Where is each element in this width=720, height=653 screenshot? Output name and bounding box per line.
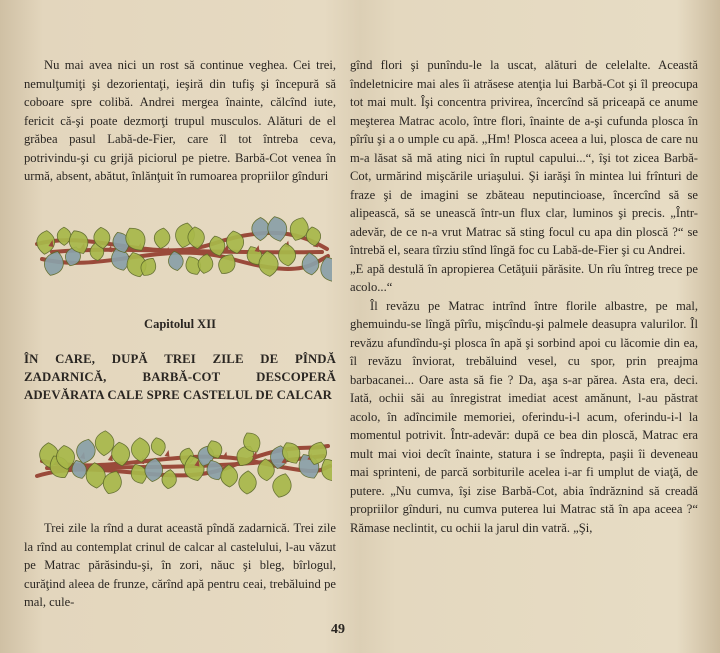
chapter-heading: ÎN CARE, DUPĂ TREI ZILE DE PÎNDĂ ZADARNICĂ, BARBĂ-COT DESCOPERĂ ADEVĂRATA CALE SPRE CASTELUL DE CALCAR bbox=[24, 352, 336, 402]
thorny-branch-icon bbox=[32, 416, 332, 511]
right-paragraph-3: Îl revăzu pe Matrac intrînd între florile albastre, pe mal, ghemuindu-se lîngă pîrîu, mişcîndu-şi palmele deasupra valurilor. Îl revăzu afundîndu-şi plosca în apă şi sorbind apoi cu lăcomie din ea, îl revăzu înviorat, trebăluind vesel, cu spor, prin preajma barbacanei... Oare asta să fie ? Da, aşa s-ar părea. Asta era, deci. Iată, ochii săi au înregistrat imediat acest amănunt, l-au păstrat acolo, în adîncimile memoriei, oferindu-i-l acum, oferindu-i-l la momentul potrivit. Într-adevăr: după ce bea din ploscă, Matrac era mult mai vioi decît înainte, statura i se îndrepta, paşii îi deveneau mai sprinteni, de parcă sorbiturile acelea i-ar fi umplut de viaţă, de putere. „Nu cumva, îşi zise Barbă-Cot, abia îndrăznind să creadă propriilor gînduri, nu cumva puterea lui Matrac stă în apa aceea ?“ Rămase neclintit, cu ochii la jarul din vatră. „Şi, bbox=[350, 298, 698, 535]
chapter-title: Capitolul XII bbox=[144, 317, 216, 331]
thorny-branch-icon bbox=[32, 204, 332, 299]
right-paragraph-2: „E apă destulă în apropierea Cetăţuii părăsite. Un rîu întreg trece pe acolo...“ bbox=[350, 261, 698, 294]
left-paragraph-bottom: Trei zile la rînd a durat această pîndă zadarnică. Trei zile la rînd au contemplat crinul de calcar al castelului, l-au văzut pe Matrac părăsindu-şi, în zori, năuc şi bleg, bîrlogul, curăţind aleea de frunze, cărînd apă pentru ceai, trebăluind pe mal, cule- bbox=[24, 521, 336, 609]
page-number: 49 bbox=[331, 622, 345, 637]
left-paragraph-top: Nu mai avea nici un rost să continue veghea. Cei trei, nemulţumiţi şi dezorientaţi, ieşiră din tufiş şi începură să coboare spre colibă. Andrei mergea înainte, călcînd iute, fericit că-şi poate dezmorţi trupul musculos. Alături de el grăbea pasul Labă-de-Fier, care îl tot întreba ceva, potrivindu-şi cu grijă piciorul pe pietre. Barbă-Cot venea în urmă, absent, abătut, înlănţuit în rumoarea propriilor gînduri bbox=[24, 58, 336, 183]
right-paragraph-1: gînd flori şi punîndu-le la uscat, alături de celelalte. Această îndeletnicire mai ales îi atrăsese atenţia lui Barbă-Cot şi îl preocupa tot mai mult. Îşi concentra privirea, încercînd să priceapă ce anume meşterea Matrac acolo, între flori, înainte de a-şi cufunda plosca în pîrîu şi a o umple cu apă. „Hm! Plosca aceea a lui, plosca de care nu m-a lăsat să mă ating nici în ruptul capului...“, îşi tot zicea Barbă-Cot, urmărind mişcările uriaşului. Şi iarăşi în mintea lui frînturi de fraze şi de imagini se zbăteau neputincioase, încercînd să se alipească, să se unească într-un flux clar, luminos şi precis. „Într-adevăr, de ce n-a vrut Matrac să sting focul cu apa din ploscă ?“ se întrebă el, seara tîrziu stînd lîngă foc cu Labă-de-Fier şi cu Andrei. bbox=[350, 58, 698, 257]
right-text bbox=[350, 56, 698, 537]
